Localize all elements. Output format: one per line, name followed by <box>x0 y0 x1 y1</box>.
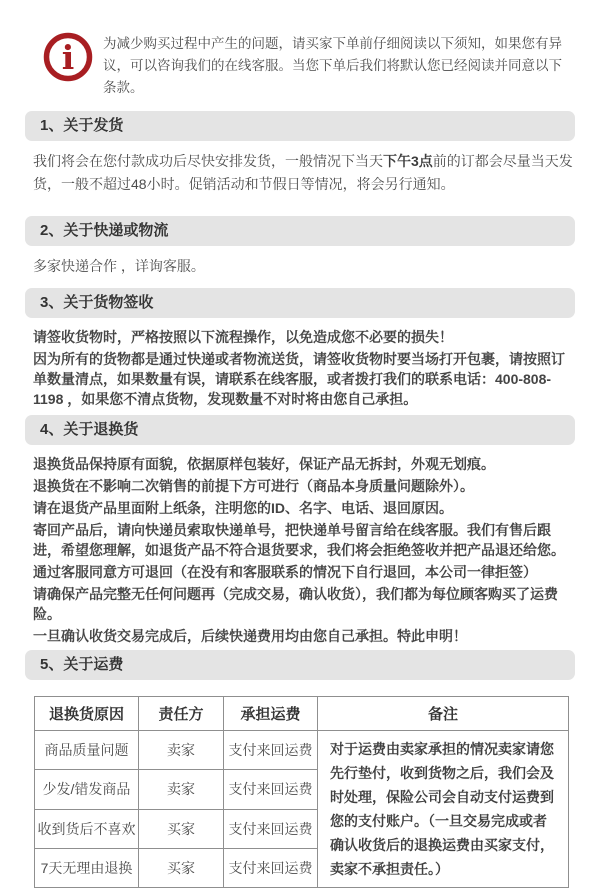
cell-freight: 支付来回运费 <box>224 809 318 848</box>
section-title-freight-label: 5、关于运费 <box>40 656 124 673</box>
cell-remark: 对于运费由卖家承担的情况卖家请您先行垫付，收到货物之后，我们会及时处理，保险公司会自动支付运费到您的支付账户。（一旦交易完成或者确认收货后的退换运费由买家支付，卖家不承担责任。） <box>318 731 569 888</box>
shipping-text-post: 前的订都会尽量当天发货，一般不超过48小时。促销活动和节假日等情况，将会另行通知。 <box>33 153 573 192</box>
returns-paragraph: 退换货在不影响二次销售的前提下方可进行（商品本身质量问题除外）。 <box>33 478 474 494</box>
section-title-returns <box>25 415 575 445</box>
cell-freight: 支付来回运费 <box>224 848 318 887</box>
shipping-paragraph <box>33 150 575 196</box>
logistics-paragraph: 多家快递合作 ，详询客服。 <box>33 258 205 274</box>
section-title-returns-label: 4、关于退换货 <box>40 421 139 438</box>
logistics-body <box>33 255 575 278</box>
header-remark: 备注 <box>318 697 569 731</box>
shipping-text-pre: 我们将会在您付款成功后尽快安排发货，一般情况下当天 <box>33 153 383 169</box>
cell-party: 买家 <box>139 809 224 848</box>
header-return-reason: 退换货原因 <box>35 697 139 731</box>
receiving-body <box>33 327 575 409</box>
cell-freight: 支付来回运费 <box>224 731 318 770</box>
section-title-receiving <box>25 288 575 318</box>
receiving-paragraph: 请签收货物时，严格按照以下流程操作，以免造成您不必要的损失！ <box>33 329 453 345</box>
table-header-row <box>35 697 569 731</box>
section-title-freight <box>25 650 575 680</box>
cell-reason: 7天无理由退换 <box>35 848 139 887</box>
cell-party: 买家 <box>139 848 224 887</box>
returns-paragraph: 寄回产品后，请向快递员索取快递单号，把快递单号留言给在线客服。我们有售后跟进，希望您理解，如退货产品不符合退货要求，我们将会拒绝签收并把产品退还给您。 <box>33 522 565 558</box>
shipping-body <box>33 150 575 196</box>
cell-reason: 收到货后不喜欢 <box>35 809 139 848</box>
returns-paragraph: 退换货品保持原有面貌，依据原样包装好，保证产品无拆封，外观无划痕。 <box>33 456 495 472</box>
section-title-logistics <box>25 216 575 246</box>
intro-text: 为减少购买过程中产生的问题，请买家下单前仔细阅读以下须知，如果您有异议，可以咨询我们的在线客服。当您下单后我们将默认您已经阅读并同意以下条款。 <box>103 36 562 95</box>
cell-party: 卖家 <box>139 770 224 809</box>
table-row <box>35 731 569 770</box>
cell-party: 卖家 <box>139 731 224 770</box>
header-freight-bearer: 承担运费 <box>224 697 318 731</box>
header-responsible-party: 责任方 <box>139 697 224 731</box>
section-title-shipping-label: 1、关于发货 <box>40 117 124 134</box>
cell-reason: 商品质量问题 <box>35 731 139 770</box>
section-title-shipping <box>25 111 575 141</box>
returns-paragraph: 一旦确认收货交易完成后，后续快递费用均由您自己承担。特此申明！ <box>33 628 467 644</box>
shipping-text-bold: 下午3点 <box>383 153 433 169</box>
intro-block <box>43 30 575 99</box>
section-title-receiving-label: 3、关于货物签收 <box>40 294 154 311</box>
returns-paragraph: 通过客服同意方可退回（在没有和客服联系的情况下自行退回，本公司一律拒签） <box>33 564 537 580</box>
receiving-paragraph: 因为所有的货物都是通过快递或者物流送货，请签收货物时要当场打开包裹，请按照订单数量清点，如果数量有误，请联系在线客服，或者拨打我们的联系电话：400-808-1198 ，如果您不清点货物，发现数量不对时将由您自己承担。 <box>33 351 565 407</box>
section-title-logistics-label: 2、关于快递或物流 <box>40 222 169 239</box>
returns-paragraph: 请确保产品完整无任何问题再（完成交易，确认收货），我们都为每位顾客购买了运费险。 <box>33 586 558 622</box>
returns-body <box>33 454 575 646</box>
info-icon <box>43 32 93 82</box>
returns-paragraph: 请在退货产品里面附上纸条，注明您的ID、名字、电话、退回原因。 <box>33 500 453 516</box>
cell-freight: 支付来回运费 <box>224 770 318 809</box>
cell-reason: 少发/错发商品 <box>35 770 139 809</box>
shipping-fee-table <box>34 696 569 888</box>
svg-text:i: i <box>61 38 75 77</box>
